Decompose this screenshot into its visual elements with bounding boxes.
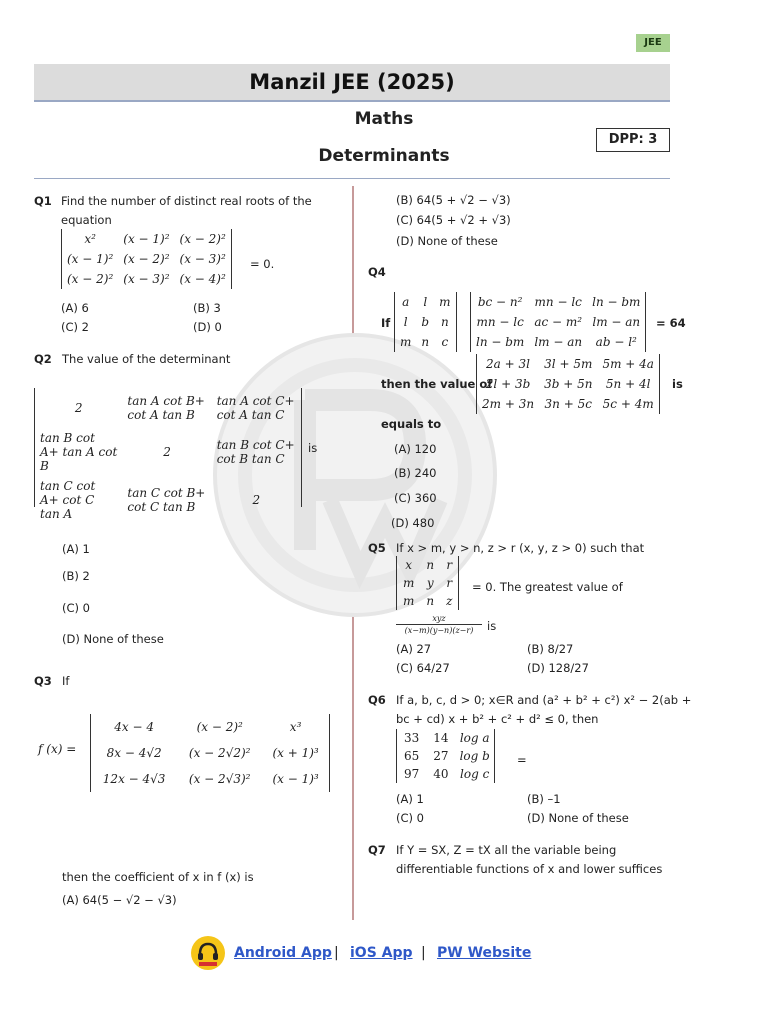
q5-label: Q5 bbox=[368, 541, 386, 555]
q4-option-c: (C) 360 bbox=[394, 491, 437, 505]
q2-cell: tan A cot C+ cot A tan C bbox=[216, 394, 295, 422]
q3-cell: 12x − 4√3 bbox=[102, 772, 166, 786]
q3-option-a: (A) 64(5 − √2 − √3) bbox=[62, 893, 177, 907]
q5-option-a: (A) 27 bbox=[396, 642, 432, 656]
q4-equals-to: equals to bbox=[381, 417, 442, 431]
q6-cell: 33 bbox=[404, 731, 420, 745]
q1-cell: (x − 4)² bbox=[179, 272, 226, 286]
q2-cell: tan B cot C+ cot B tan C bbox=[216, 438, 295, 466]
q6-text-line2: bc + cd) x + b² + c² + d² ≤ 0, then bbox=[396, 712, 599, 726]
q2-cell: 2 bbox=[163, 445, 171, 459]
q7-label: Q7 bbox=[368, 843, 386, 857]
q2-is: is bbox=[308, 441, 318, 455]
q6-cell: 97 bbox=[404, 767, 420, 781]
q2-label: Q2 bbox=[34, 352, 52, 366]
footer-separator: | bbox=[421, 945, 426, 961]
q1-label: Q1 bbox=[34, 194, 52, 208]
q3-text-2: then the coefficient of x in f (x) is bbox=[62, 870, 254, 884]
q5-determinant bbox=[396, 556, 459, 610]
topic-heading: Determinants bbox=[318, 146, 450, 166]
q4-option-d: (D) 480 bbox=[391, 516, 435, 530]
q6-cell: log c bbox=[460, 767, 490, 781]
q5-cell: x bbox=[405, 558, 413, 572]
q4-determinant-2 bbox=[470, 292, 646, 352]
q5-cell: m bbox=[403, 576, 415, 590]
q4-cell: 2a + 3l bbox=[486, 357, 530, 371]
q1-cell: (x − 3)² bbox=[179, 252, 226, 266]
q4-option-b: (B) 240 bbox=[394, 466, 437, 480]
q2-cell: tan A cot B+ cot A tan B bbox=[127, 394, 205, 422]
q4-then: then the value of bbox=[381, 377, 493, 391]
q5-cell: z bbox=[446, 594, 453, 608]
q6-cell: log b bbox=[459, 749, 490, 763]
q4-cell: 2l + 3b bbox=[485, 377, 531, 391]
q4-cell: lm − an bbox=[534, 335, 583, 349]
q1-equals: = 0. bbox=[250, 257, 275, 271]
q4-cell: bc − n² bbox=[477, 295, 523, 309]
q2-cell: 2 bbox=[252, 493, 261, 507]
q2-option-c: (C) 0 bbox=[62, 601, 90, 615]
q4-cell: 5m + 4a bbox=[602, 357, 654, 371]
q6-option-a: (A) 1 bbox=[396, 792, 424, 806]
q4-cell: ln − bm bbox=[476, 335, 525, 349]
ios-app-link[interactable]: iOS App bbox=[350, 945, 413, 961]
q4-cell: a bbox=[402, 295, 410, 309]
q5-cell: n bbox=[426, 594, 435, 608]
q3-cell: (x − 2)² bbox=[196, 720, 243, 734]
q6-determinant bbox=[396, 729, 495, 783]
q4-cell: m bbox=[400, 335, 412, 349]
q3-label: Q3 bbox=[34, 674, 52, 688]
q2-cell: tan C cot B+ cot C tan B bbox=[127, 486, 206, 514]
q6-label: Q6 bbox=[368, 693, 386, 707]
q4-cell: n bbox=[421, 335, 430, 349]
q2-option-d: (D) None of these bbox=[62, 632, 164, 646]
q2-option-a: (A) 1 bbox=[62, 542, 90, 556]
q6-cell: log a bbox=[459, 731, 490, 745]
android-app-link[interactable]: Android App bbox=[234, 945, 332, 961]
q3-cell: (x − 2√2)² bbox=[188, 746, 251, 760]
q1-text: Find the number of distinct real roots of the bbox=[61, 194, 312, 208]
q2-cell: 2 bbox=[74, 401, 83, 415]
customer-service-icon bbox=[190, 935, 226, 971]
footer-links bbox=[0, 935, 768, 975]
q3-text: If bbox=[62, 674, 70, 688]
q3-cell: 4x − 4 bbox=[114, 720, 154, 734]
q4-cell: 5n + 4l bbox=[605, 377, 651, 391]
q4-cell: mn − lc bbox=[534, 295, 582, 309]
q5-denominator: (x−m)(y−n)(z−r) bbox=[404, 626, 474, 635]
q4-cell: 5c + 4m bbox=[602, 397, 654, 411]
footer-separator: | bbox=[334, 945, 339, 961]
q1-cell: x² bbox=[84, 232, 96, 246]
q3-option-b: (B) 64(5 + √2 − √3) bbox=[396, 193, 511, 207]
q1-cell: (x − 2)² bbox=[179, 232, 226, 246]
q6-cell: 40 bbox=[433, 767, 449, 781]
q1-cell: (x − 3)² bbox=[123, 272, 170, 286]
q4-determinant-3 bbox=[476, 354, 660, 414]
q3-cell: (x + 1)³ bbox=[272, 746, 319, 760]
q6-cell: 65 bbox=[404, 749, 420, 763]
page-title: Manzil JEE (2025) bbox=[34, 64, 670, 102]
q3-determinant bbox=[90, 714, 330, 792]
q7-text: If Y = SX, Z = tX all the variable being bbox=[396, 843, 617, 857]
q5-equals: = 0. The greatest value of bbox=[472, 580, 623, 594]
q1-cell: (x − 2)² bbox=[67, 272, 114, 286]
q1-cell: (x − 1)² bbox=[67, 252, 114, 266]
q3-cell: x³ bbox=[289, 720, 302, 734]
q5-cell: n bbox=[426, 558, 435, 572]
q2-determinant bbox=[34, 388, 302, 521]
q6-option-c: (C) 0 bbox=[396, 811, 424, 825]
q4-cell: m bbox=[439, 295, 451, 309]
q4-label: Q4 bbox=[368, 265, 386, 279]
q5-text: If x > m, y > n, z > r (x, y, z > 0) such that bbox=[396, 541, 645, 555]
q3-cell: (x − 2√3)² bbox=[188, 772, 251, 786]
q1-text-line2: equation bbox=[61, 213, 112, 227]
q6-option-d: (D) None of these bbox=[527, 811, 629, 825]
q5-cell: r bbox=[446, 558, 453, 572]
q4-cell: ab − l² bbox=[595, 335, 637, 349]
q6-cell: 27 bbox=[433, 749, 449, 763]
q4-cell: n bbox=[440, 315, 449, 329]
q4-cell: b bbox=[421, 315, 430, 329]
q4-cell: mn − lc bbox=[476, 315, 524, 329]
q4-cell: lm − an bbox=[592, 315, 641, 329]
q4-determinant-1 bbox=[394, 292, 457, 352]
q5-is: is bbox=[487, 619, 497, 633]
q1-option-c: (C) 2 bbox=[61, 320, 89, 334]
q1-option-d: (D) 0 bbox=[193, 320, 222, 334]
q1-option-b: (B) 3 bbox=[193, 301, 221, 315]
q5-option-d: (D) 128/27 bbox=[527, 661, 589, 675]
pw-website-link[interactable]: PW Website bbox=[437, 945, 532, 961]
q2-text: The value of the determinant bbox=[62, 352, 231, 366]
q4-cell: ln − bm bbox=[592, 295, 641, 309]
q4-cell: l bbox=[403, 315, 408, 329]
q4-cell: 2m + 3n bbox=[482, 397, 535, 411]
q5-option-c: (C) 64/27 bbox=[396, 661, 450, 675]
q3-cell: (x − 1)³ bbox=[272, 772, 319, 786]
dpp-box: DPP: 3 bbox=[596, 128, 670, 152]
q4-is: is bbox=[672, 377, 683, 391]
q5-cell: r bbox=[446, 576, 453, 590]
q5-cell: y bbox=[426, 576, 434, 590]
q1-option-a: (A) 6 bbox=[61, 301, 89, 315]
q1-determinant bbox=[61, 229, 232, 289]
subject-heading: Maths bbox=[354, 109, 414, 129]
q3-option-c: (C) 64(5 + √2 + √3) bbox=[396, 213, 511, 227]
q4-equals: = 64 bbox=[656, 316, 686, 330]
q6-cell: 14 bbox=[433, 731, 449, 745]
q4-cell: 3b + 5n bbox=[544, 377, 593, 391]
q6-option-b: (B) –1 bbox=[527, 792, 561, 806]
q4-cell: l bbox=[423, 295, 428, 309]
q2-option-b: (B) 2 bbox=[62, 569, 90, 583]
q3-option-d: (D) None of these bbox=[396, 234, 498, 248]
q6-text: If a, b, c, d > 0; x∈R and (a² + b² + c²) x² − 2(ab + bbox=[396, 693, 692, 707]
q4-option-a: (A) 120 bbox=[394, 442, 437, 456]
q5-numerator: xyz bbox=[396, 614, 482, 625]
q1-cell: (x − 2)² bbox=[123, 252, 170, 266]
q4-cell: c bbox=[441, 335, 449, 349]
q4-cell: 3n + 5c bbox=[544, 397, 592, 411]
q3-cell: 8x − 4√2 bbox=[106, 746, 162, 760]
q5-option-b: (B) 8/27 bbox=[527, 642, 574, 656]
q3-fx: f (x) = bbox=[38, 742, 77, 756]
q5-fraction bbox=[396, 614, 482, 636]
q7-text-line2: differentiable functions of x and lower suffices bbox=[396, 862, 663, 876]
q4-if: If bbox=[381, 316, 391, 330]
q2-cell: tan C cot A+ cot C tan A bbox=[40, 479, 96, 521]
q1-cell: (x − 1)² bbox=[123, 232, 170, 246]
jee-badge: JEE bbox=[636, 34, 670, 52]
q4-cell: ac − m² bbox=[534, 315, 583, 329]
q6-equals: = bbox=[517, 753, 527, 767]
q5-cell: m bbox=[403, 594, 415, 608]
header-rule bbox=[34, 178, 670, 179]
q2-cell: tan B cot A+ tan A cot B bbox=[40, 431, 118, 473]
q4-cell: 3l + 5m bbox=[544, 357, 593, 371]
